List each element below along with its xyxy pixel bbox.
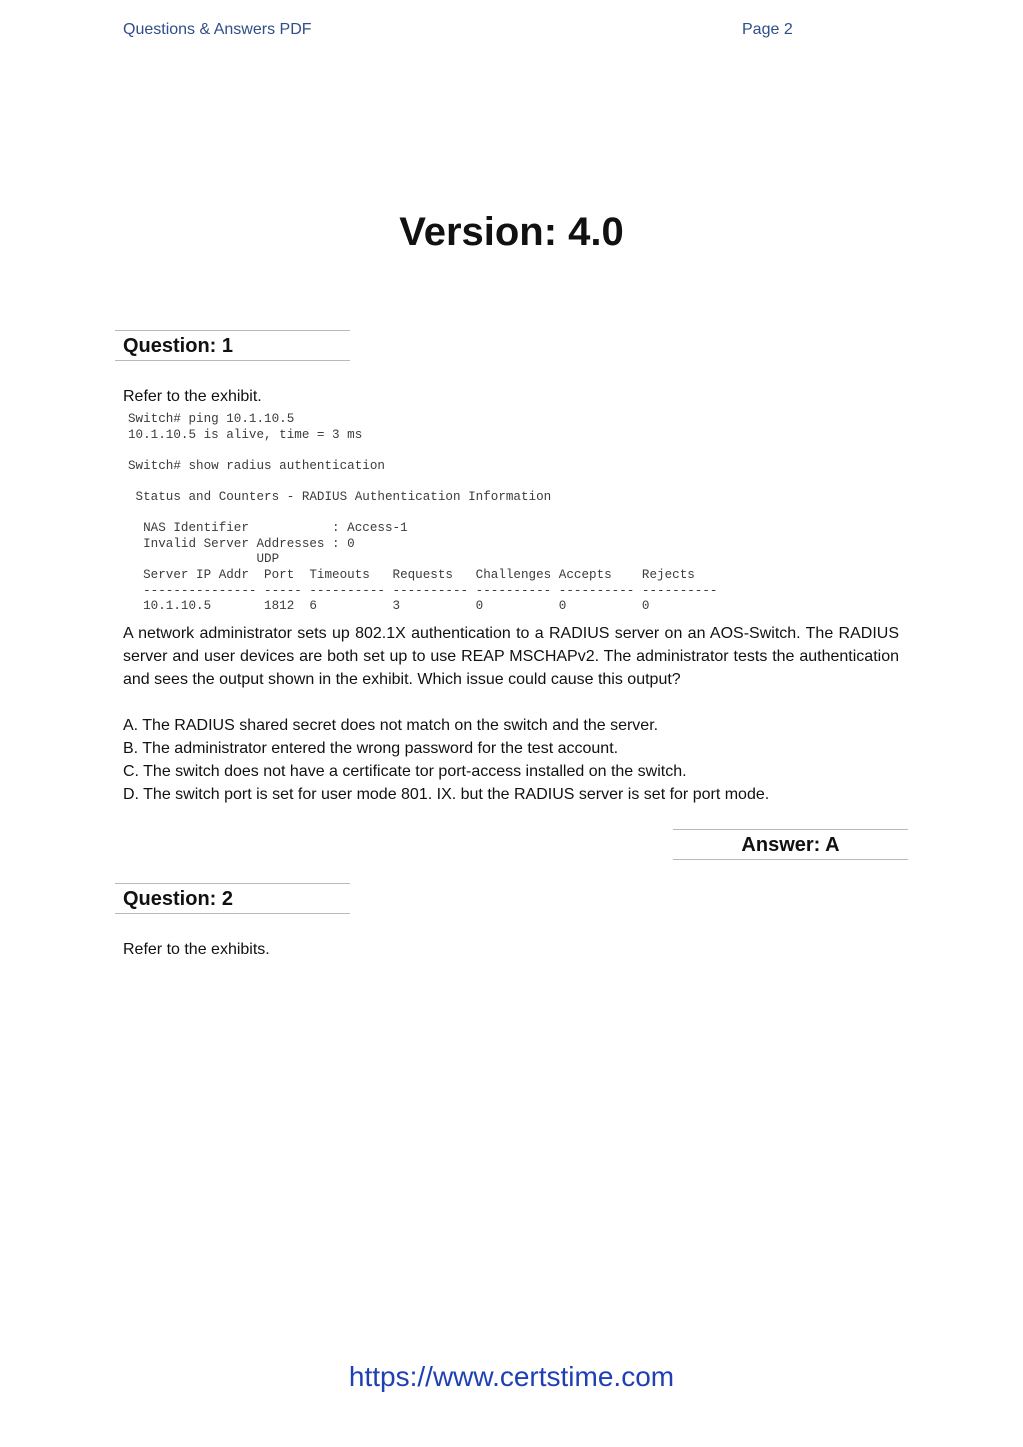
version-title: Version: 4.0 [399, 210, 624, 254]
option-c: C. The switch does not have a certificate tor port-access installed on the switch. [123, 763, 687, 780]
option-d: D. The switch port is set for user mode 801. IX. but the RADIUS server is set for port mode. [123, 786, 770, 803]
question-2-heading: Question: 2 [123, 888, 234, 910]
option-b: B. The administrator entered the wrong password for the test account. [123, 740, 619, 757]
question-1-intro: Refer to the exhibit. [123, 388, 262, 405]
exhibit-line: Server IP Addr Port Timeouts Requests Challenges Accepts Rejects [128, 567, 695, 582]
exhibit-line: 10.1.10.5 is alive, time = 3 ms [128, 427, 363, 442]
page-number: Page 2 [742, 21, 793, 38]
option-a: A. The RADIUS shared secret does not match on the switch and the server. [123, 717, 659, 734]
footer-link[interactable]: https://www.certstime.com [348, 1361, 675, 1392]
exhibit-line: Switch# ping 10.1.10.5 [128, 412, 295, 426]
exhibit-line: 10.1.10.5 1812 6 3 0 0 0 [128, 599, 650, 614]
question-2-heading-box [115, 883, 350, 914]
exhibit-terminal-output [128, 412, 788, 618]
answer-label: Answer: A [741, 834, 840, 856]
question-1-text: A network administrator sets up 802.1X authentication to a RADIUS server on an AOS-Switch. The RADIUS server and user devices are both set up to use REAP MSCHAPv2. The administrator tests the authentication and sees the output shown in the exhibit. Which issue could cause this output? [123, 625, 899, 688]
question-1-heading: Question: 1 [123, 335, 234, 357]
exhibit-line: --------------- ----- ---------- ---------- ---------- ---------- ---------- [128, 583, 718, 598]
question-1-options [123, 714, 899, 806]
exhibit-line: NAS Identifier : Access-1 [128, 521, 408, 536]
exhibit-line: Switch# show radius authentication [128, 458, 385, 473]
header-title: Questions & Answers PDF [123, 21, 312, 38]
question-1-heading-box [115, 330, 350, 361]
answer-box [673, 829, 908, 860]
exhibit-line: UDP [128, 552, 280, 567]
exhibit-line: Invalid Server Addresses : 0 [128, 536, 355, 551]
question-2-intro: Refer to the exhibits. [123, 941, 270, 958]
exhibit-line: Status and Counters - RADIUS Authentication Information [128, 489, 552, 504]
